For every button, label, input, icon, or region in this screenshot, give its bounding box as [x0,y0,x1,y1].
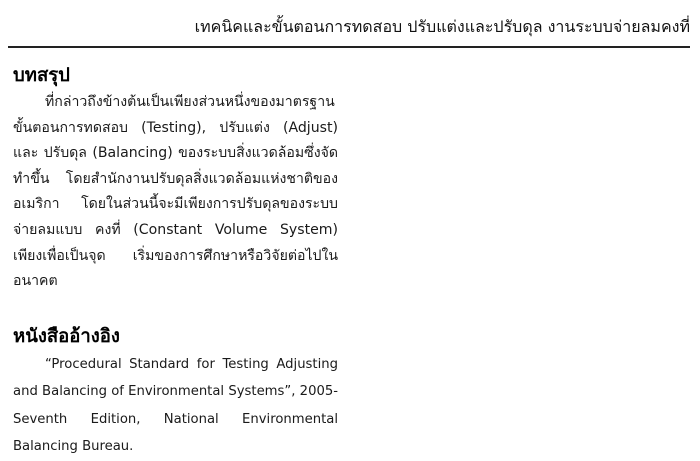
conclusion-paragraph: ที่กล่าวถึงข้างต้นเป็นเพียงส่วนหนึ่งของมาตรฐาน ขั้นตอนการทดสอบ (Testing), ปรับแต่ง (Adjust) และ ปรับดุล (Balancing) ของระบบสิ่งแวดล้อมซึ่งจัดทำขึ้น โดยสำนักงานปรับดุลสิ่งแวดล้อมแห่งชาติของอเมริกา โดยในส่วนนี้จะมีเพียงการปรับดุลของระบบจ่ายลมแบบ คงที่ (Constant Volume System) เพียงเพื่อเป็นจุด เริ่มของการศึกษาหรือวิจัยต่อไปในอนาคต [13,94,338,290]
running-header-title: เทคนิคและขั้นตอนการทดสอบ ปรับแต่งและปรับดุล งานระบบจ่ายลมคงที่ [194,17,690,36]
running-header [8,6,690,48]
references-heading: หนังสืออ้างอิง [13,325,120,347]
reference-entry: “Procedural Standard for Testing Adjusting and Balancing of Environmental Systems”, 2005-Seventh Edition, National Environmental Balancing Bureau. [13,356,338,455]
references-section [13,323,338,461]
conclusion-section [13,62,338,295]
page-body [13,62,338,461]
conclusion-heading: บทสรุป [13,65,70,86]
